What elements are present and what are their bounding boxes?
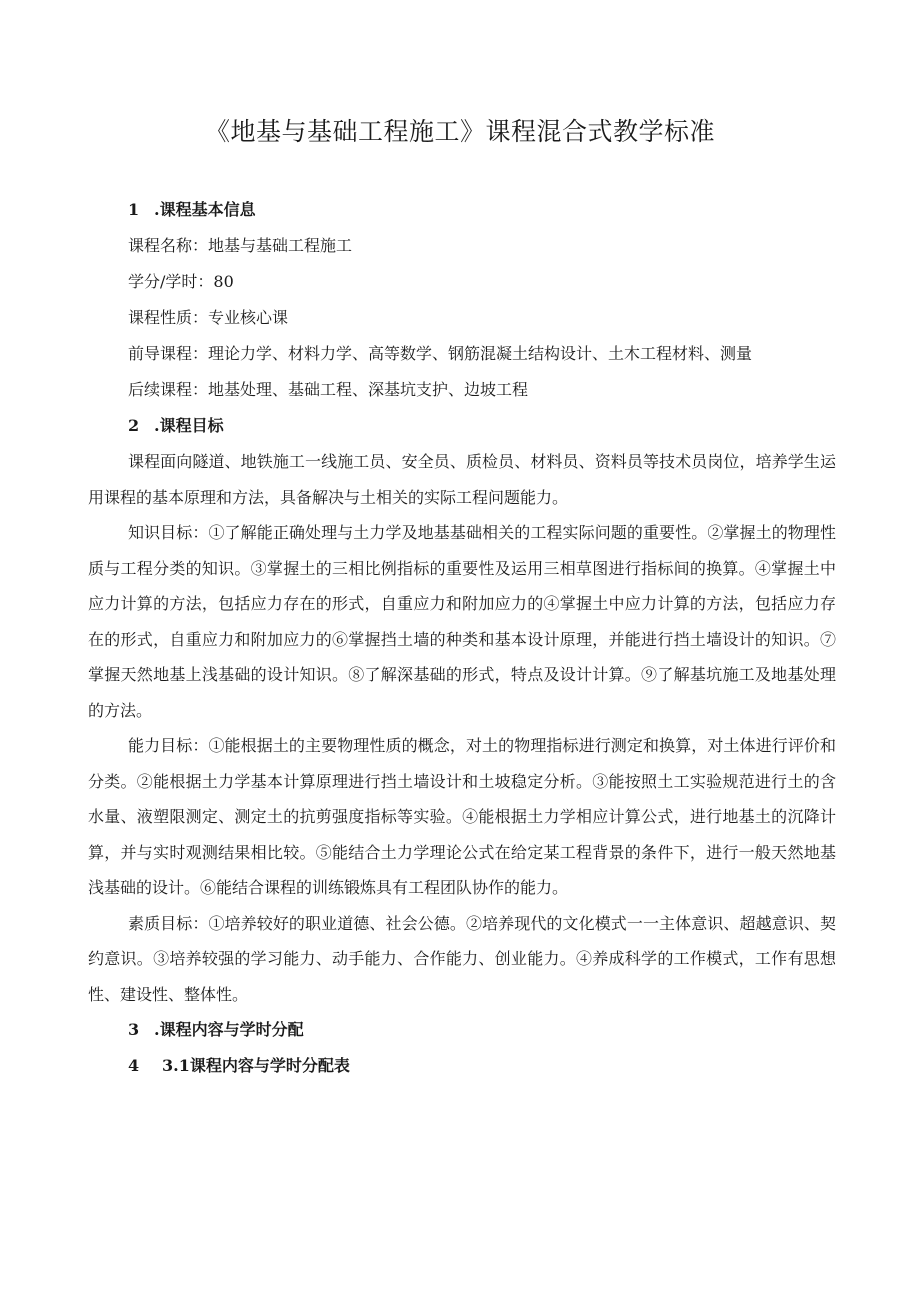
follow-up-courses-line: 后续课程：地基处理、基础工程、深基坑支护、边坡工程 [128, 380, 529, 399]
section-title: 3.1课程内容与学时分配表 [162, 1056, 350, 1075]
quality-objectives-paragraph: 素质目标：①培养较好的职业道德、社会公德。②培养现代的文化模式一一主体意识、超越意识、契约意识。③培养较强的学习能力、动手能力、合作能力、创业能力。④养成科学的工作模式，工作有思想性、建设性、整体性。 [88, 913, 836, 1004]
section-number: 2 [128, 416, 140, 435]
prerequisite-courses-line: 前导课程：理论力学、材料力学、高等数学、钢筋混凝土结构设计、土木工程材料、测量 [128, 344, 753, 363]
section-number: 3 [128, 1020, 140, 1039]
section-number: 4 [128, 1056, 140, 1075]
section-title: .课程内容与学时分配 [154, 1020, 304, 1039]
section-heading-content-hours [88, 1012, 836, 1048]
ability-objectives-paragraph: 能力目标：①能根据土的主要物理性质的概念，对土的物理指标进行测定和换算，对土体进行评价和分类。②能根据土力学基本计算原理进行挡土墙设计和土坡稳定分析。③能按照土工实验规范进行土的含水量、液塑限测定、测定土的抗剪强度指标等实验。④能根据土力学相应计算公式，进行地基土的沉降计算，并与实时观测结果相比较。⑤能结合土力学理论公式在给定某工程背景的条件下，进行一般天然地基浅基础的设计。⑥能结合课程的训练锻炼具有工程团队协作的能力。 [88, 736, 836, 897]
section-heading-course-objectives [88, 408, 836, 444]
document-body [88, 192, 836, 1084]
document-title: 《地基与基础工程施工》课程混合式教学标准 [204, 117, 715, 146]
credit-hours-line: 学分/学时：80 [128, 272, 234, 291]
section-title: .课程目标 [154, 416, 224, 435]
section-heading-basic-info [88, 192, 836, 228]
knowledge-objectives-paragraph: 知识目标：①了解能正确处理与土力学及地基基础相关的工程实际问题的重要性。②掌握土的物理性质与工程分类的知识。③掌握土的三相比例指标的重要性及运用三相草图进行指标间的换算。④掌握土中应力计算的方法，包括应力存在的形式，自重应力和附加应力的④掌握土中应力计算的方法，包括应力存在的形式，自重应力和附加应力的⑥掌握挡土墙的种类和基本设计原理，并能进行挡土墙设计的知识。⑦掌握天然地基上浅基础的设计知识。⑧了解深基础的形式，特点及设计计算。⑨了解基坑施工及地基处理的方法。 [88, 523, 836, 720]
course-name-line: 课程名称：地基与基础工程施工 [128, 236, 353, 255]
objectives-intro-paragraph: 课程面向隧道、地铁施工一线施工员、安全员、质检员、材料员、资料员等技术员岗位，培养学生运用课程的基本原理和方法，具备解决与土相关的实际工程问题能力。 [88, 452, 836, 507]
subsection-heading-content-table [88, 1048, 836, 1084]
course-nature-line: 课程性质：专业核心课 [128, 308, 289, 327]
section-title: .课程基本信息 [154, 200, 256, 219]
section-number: 1 [128, 200, 140, 219]
